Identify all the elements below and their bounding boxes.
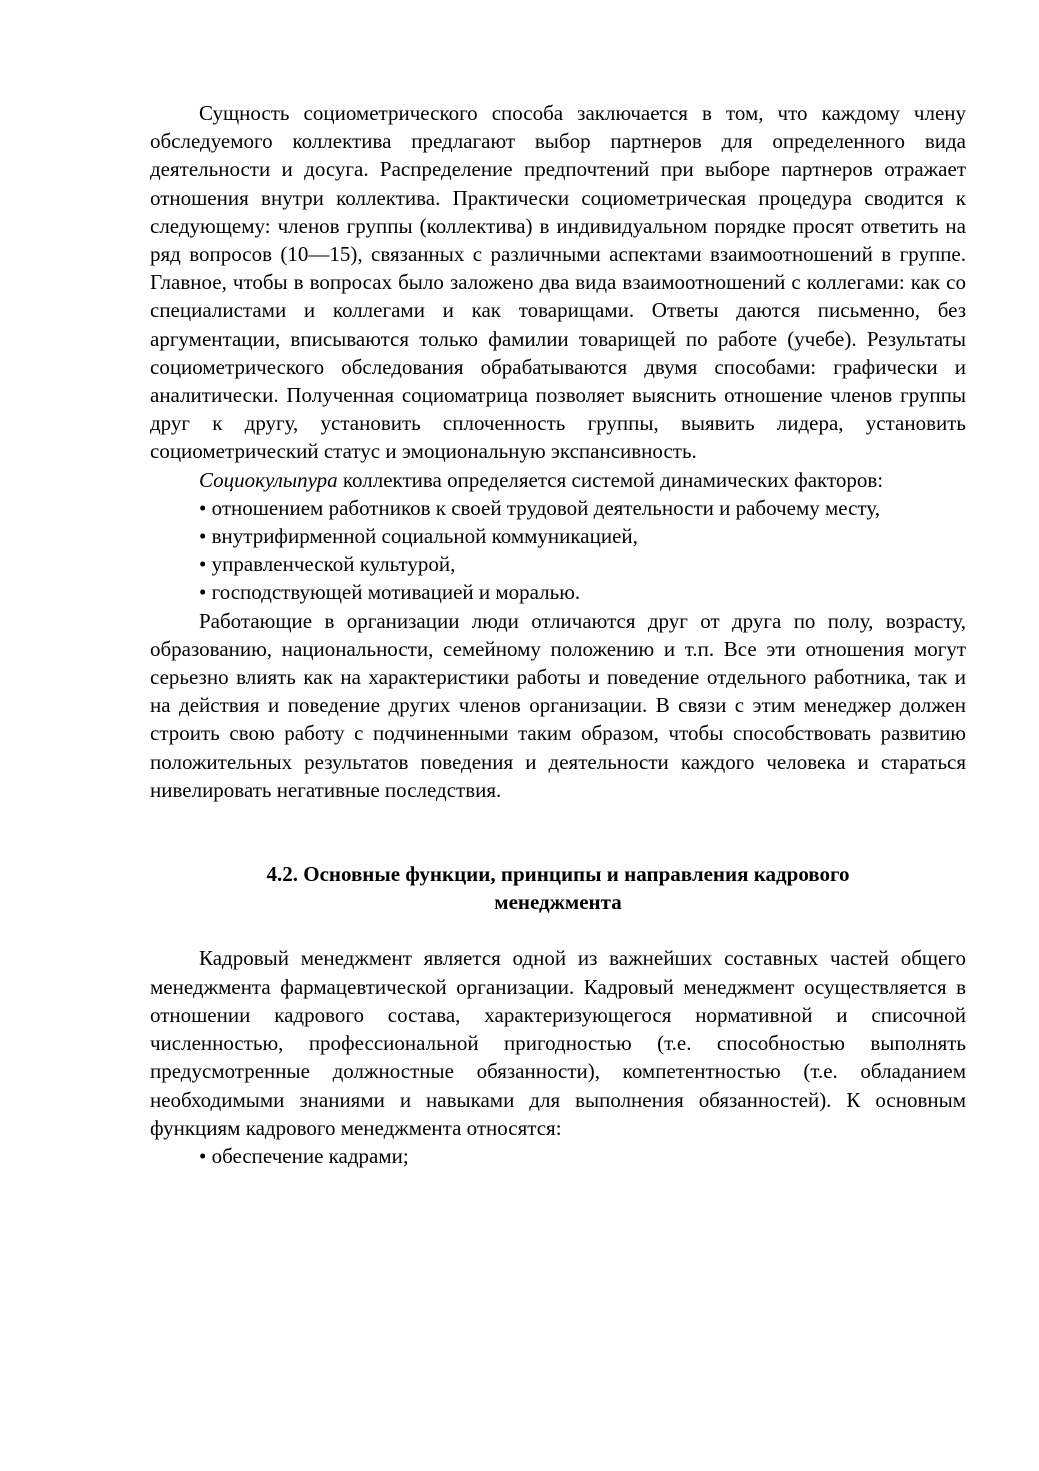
section-heading-line1: 4.2. Основные функции, принципы и направления кадрового <box>266 862 850 887</box>
paragraph-socioculture-text: коллектива определяется системой динамических факторов: <box>337 467 884 492</box>
page-content <box>150 99 966 1170</box>
section-heading-line2: менеджмента <box>494 890 622 915</box>
list-item: • отношением работников к своей трудовой деятельности и рабочему месту, <box>199 495 880 520</box>
list-item: • внутрифирменной социальной коммуникацией, <box>199 524 638 549</box>
list-item: • господствующей мотивацией и моралью. <box>199 580 581 605</box>
paragraph-hr-management: Кадровый менеджмент является одной из важнейших составных частей общего менеджмента фармацевтической организации. Кадровый менеджмент осуществляется в отношении кадрового состава, характеризующегося нормативной и списочной численностью, профессиональной пригодностью (т.е. способностью выполнять предусмотренные должностные обязанности), компетентностью (т.е. обладанием необходимыми знаниями и навыками для выполнения обязанностей). К основным функциям кадрового менеджмента относятся: <box>150 946 966 1140</box>
list-item: • управленческой культурой, <box>199 552 456 577</box>
paragraph-workers: Работающие в организации люди отличаются друг от друга по полу, возрасту, образованию, национальности, семейному положению и т.п. Все эти отношения могут серьезно влиять как на характеристики работы и поведение отдельного работника, так и на действия и поведение других членов организации. В связи с этим менеджер должен строить свою работу с подчиненными таким образом, чтобы способствовать развитию положительных результатов поведения и деятельности каждого человека и стараться нивелировать негативные последствия. <box>150 608 966 802</box>
paragraph-sociometry: Сущность социометрического способа заключается в том, что каждому члену обследуемого коллектива предлагают выбор партнеров для определенного вида деятельности и досуга. Распределение предпочтений при выборе партнеров отражает отношения внутри коллектива. Практически социометрическая процедура сводится к следующему: членов группы (коллектива) в индивидуальном порядке просят ответить на ряд вопросов (10—15), связанных с различными аспектами взаимоотношений в группе. Главное, чтобы в вопросах было заложено два вида взаимоотношений с коллегами: как со специалистами и коллегами и как товарищами. Ответы даются письменно, без аргументации, вписываются только фамилии товарищей по работе (учебе). Результаты социометрического обследования обрабатываются двумя способами: графически и аналитически. Полученная социоматрица позволяет выяснить отношение членов группы друг к другу, установить сплоченность группы, выявить лидера, установить социометрический статус и эмоциональную экспансивность. <box>150 101 966 464</box>
section-heading <box>150 860 966 916</box>
paragraph-socioculture <box>150 466 966 494</box>
list-item: • обеспечение кадрами; <box>199 1143 409 1168</box>
term-socioculture: Социокулыпура <box>199 467 338 492</box>
